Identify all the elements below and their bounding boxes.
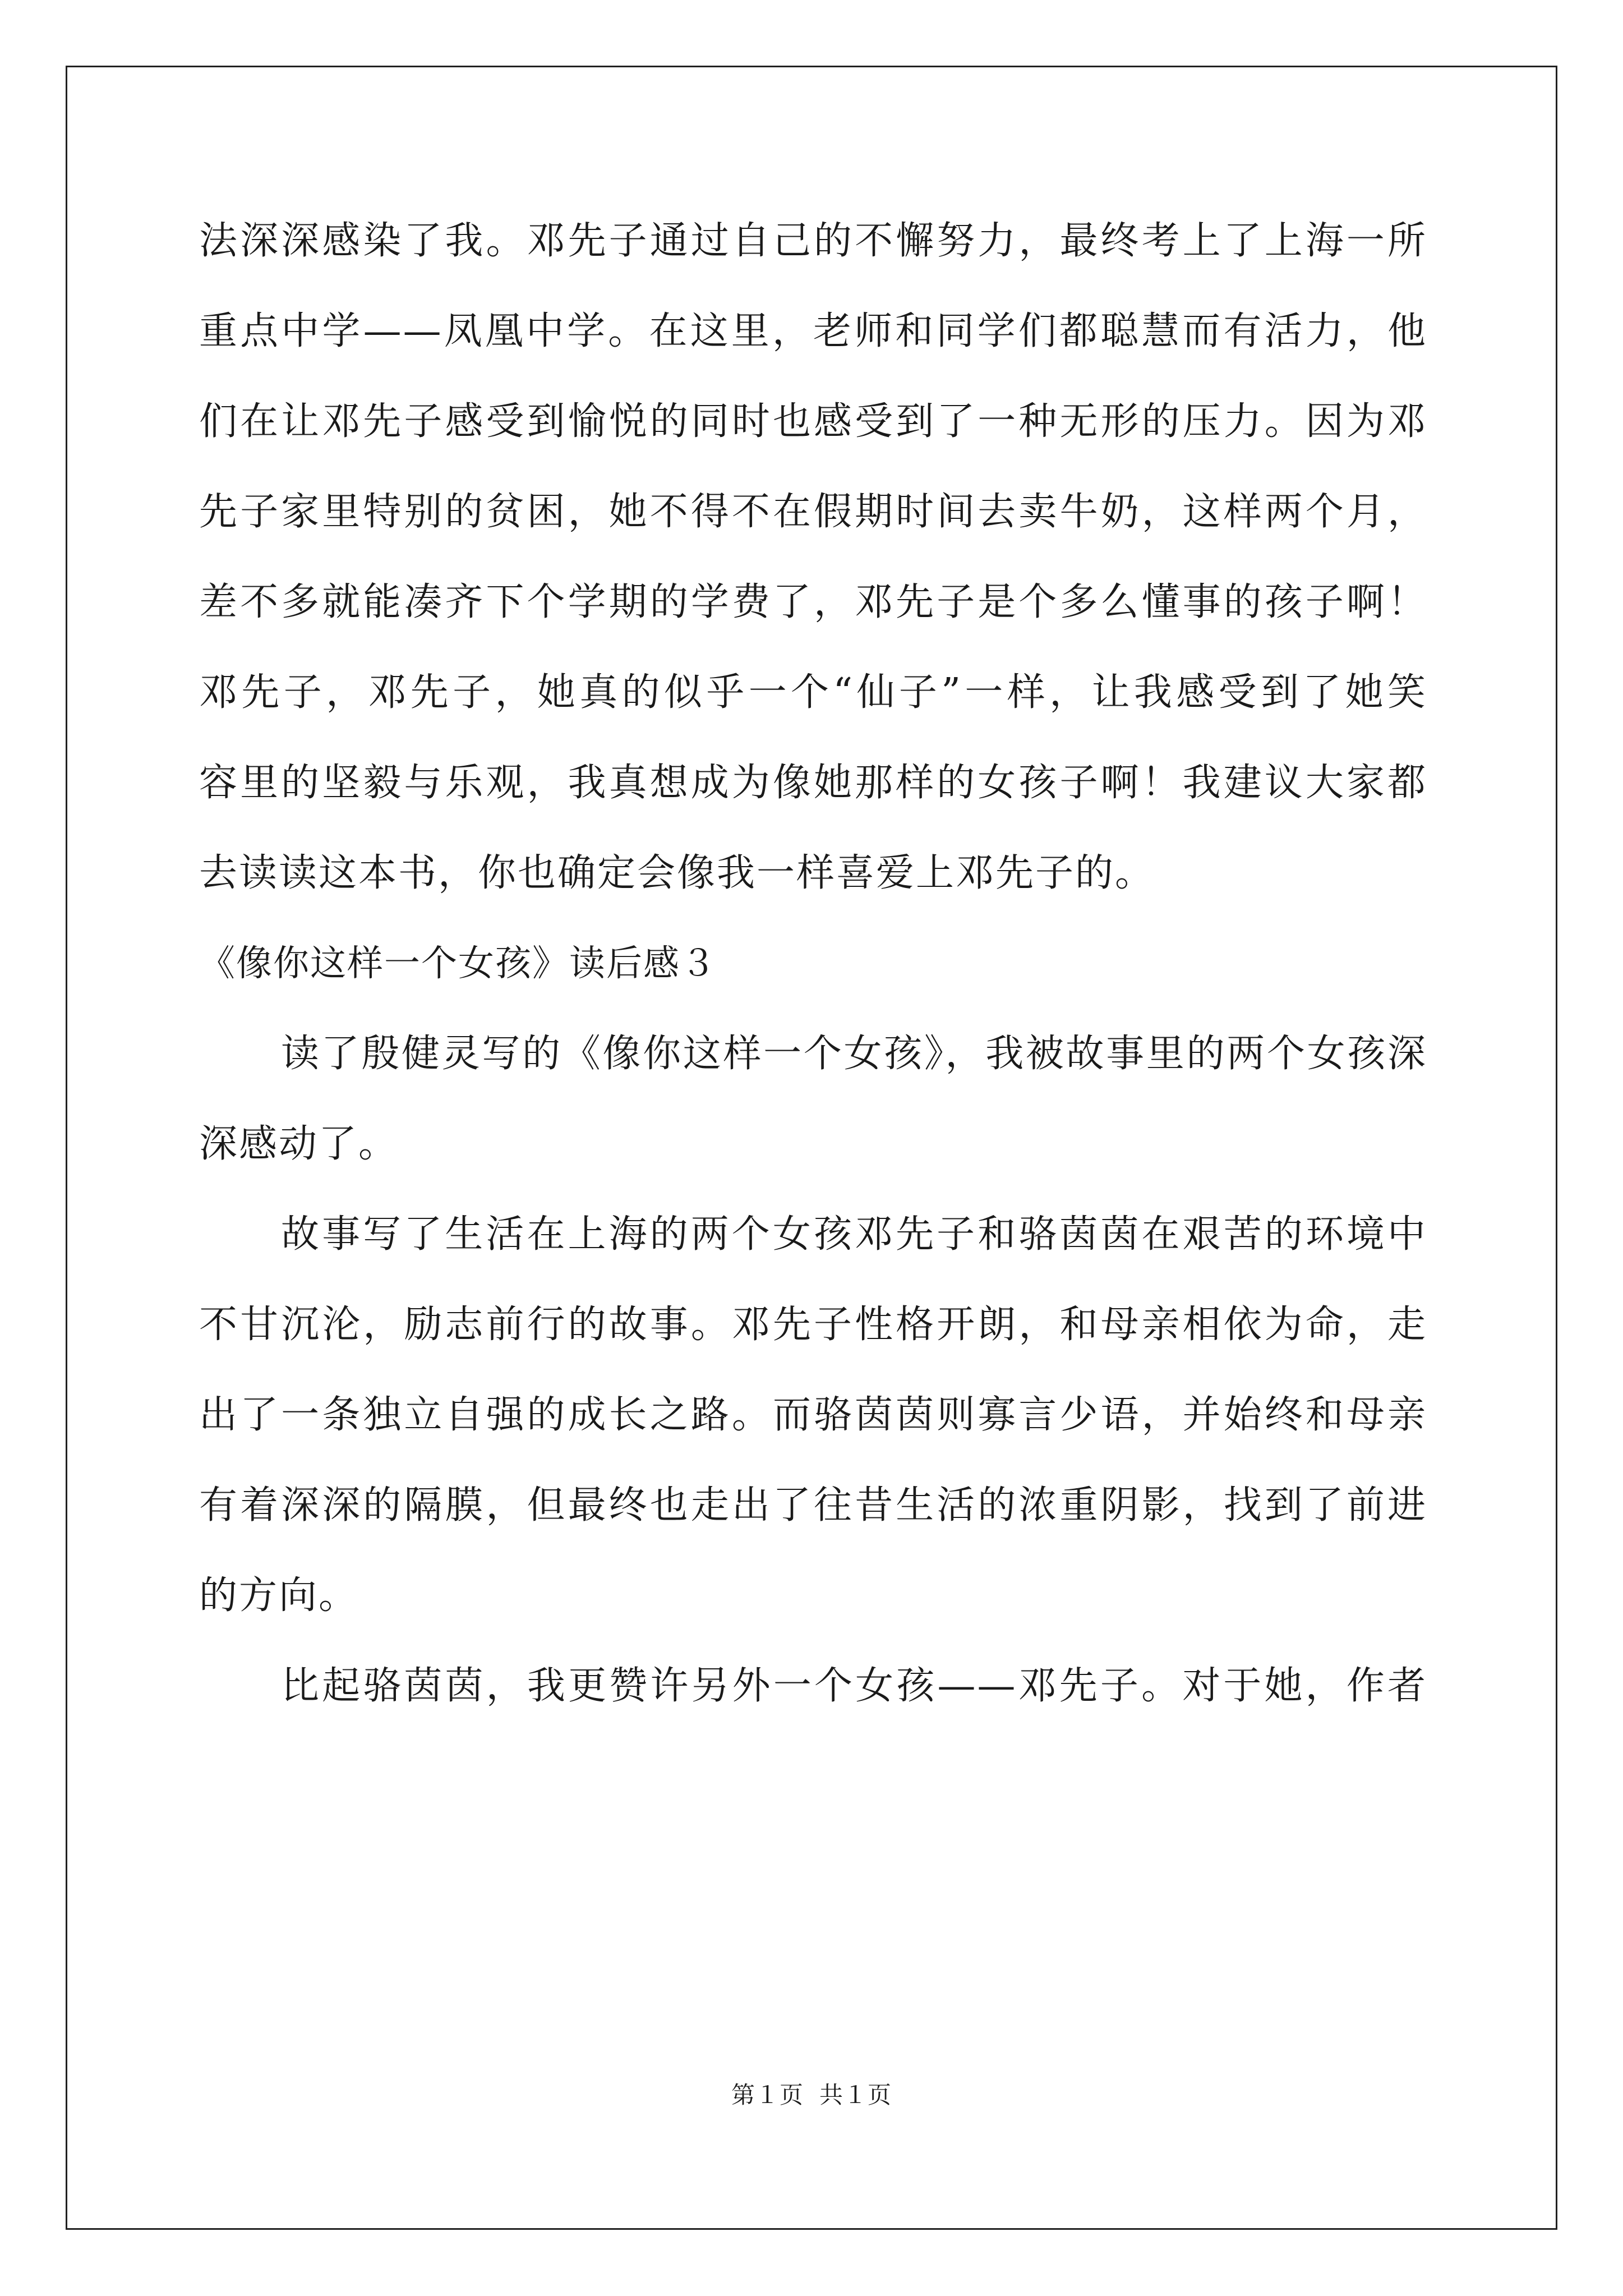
text-line: 不甘沉沦，励志前行的故事。邓先子性格开朗，和母亲相依为命，走 (199, 1303, 1427, 1347)
text-line: 深感动了。 (199, 1122, 399, 1166)
page-footer (0, 2078, 1623, 2112)
text-line: 先子家里特别的贫困，她不得不在假期时间去卖牛奶，这样两个月， (199, 490, 1427, 534)
text-line: 法深深感染了我。邓先子通过自己的不懈努力，最终考上了上海一所 (199, 219, 1427, 263)
text-line: 容里的坚毅与乐观，我真想成为像她那样的女孩子啊！我建议大家都 (199, 761, 1427, 805)
text-line: 出了一条独立自强的成长之路。而骆茵茵则寡言少语，并始终和母亲 (199, 1393, 1427, 1437)
text-line: 故事写了生活在上海的两个女孩邓先子和骆茵茵在艰苦的环境中 (281, 1212, 1427, 1257)
section-heading: 《像你这样一个女孩》读后感３ (199, 943, 717, 984)
document-body (199, 208, 1427, 1743)
text-line: 的方向。 (199, 1573, 359, 1618)
text-line: 去读读这本书，你也确定会像我一样喜爱上邓先子的。 (199, 851, 1155, 895)
text-line: 读了殷健灵写的《像你这样一个女孩》，我被故事里的两个女孩深 (281, 1032, 1427, 1076)
page-total: 共１页 (819, 2081, 892, 2109)
text-line: 差不多就能凑齐下个学期的学费了，邓先子是个多么懂事的孩子啊！ (199, 580, 1427, 624)
text-line: 们在让邓先子感受到愉悦的同时也感受到了一种无形的压力。因为邓 (199, 399, 1427, 444)
text-line: 邓先子，邓先子，她真的似乎一个“仙子”一样，让我感受到了她笑 (199, 670, 1427, 715)
text-line: 有着深深的隔膜，但最终也走出了往昔生活的浓重阴影，找到了前进 (199, 1483, 1427, 1527)
text-line: 重点中学——凤凰中学。在这里，老师和同学们都聪慧而有活力，他 (199, 309, 1427, 353)
page-number: 第１页 (731, 2081, 804, 2109)
text-line: 比起骆茵茵，我更赞许另外一个女孩——邓先子。对于她，作者 (281, 1664, 1427, 1708)
